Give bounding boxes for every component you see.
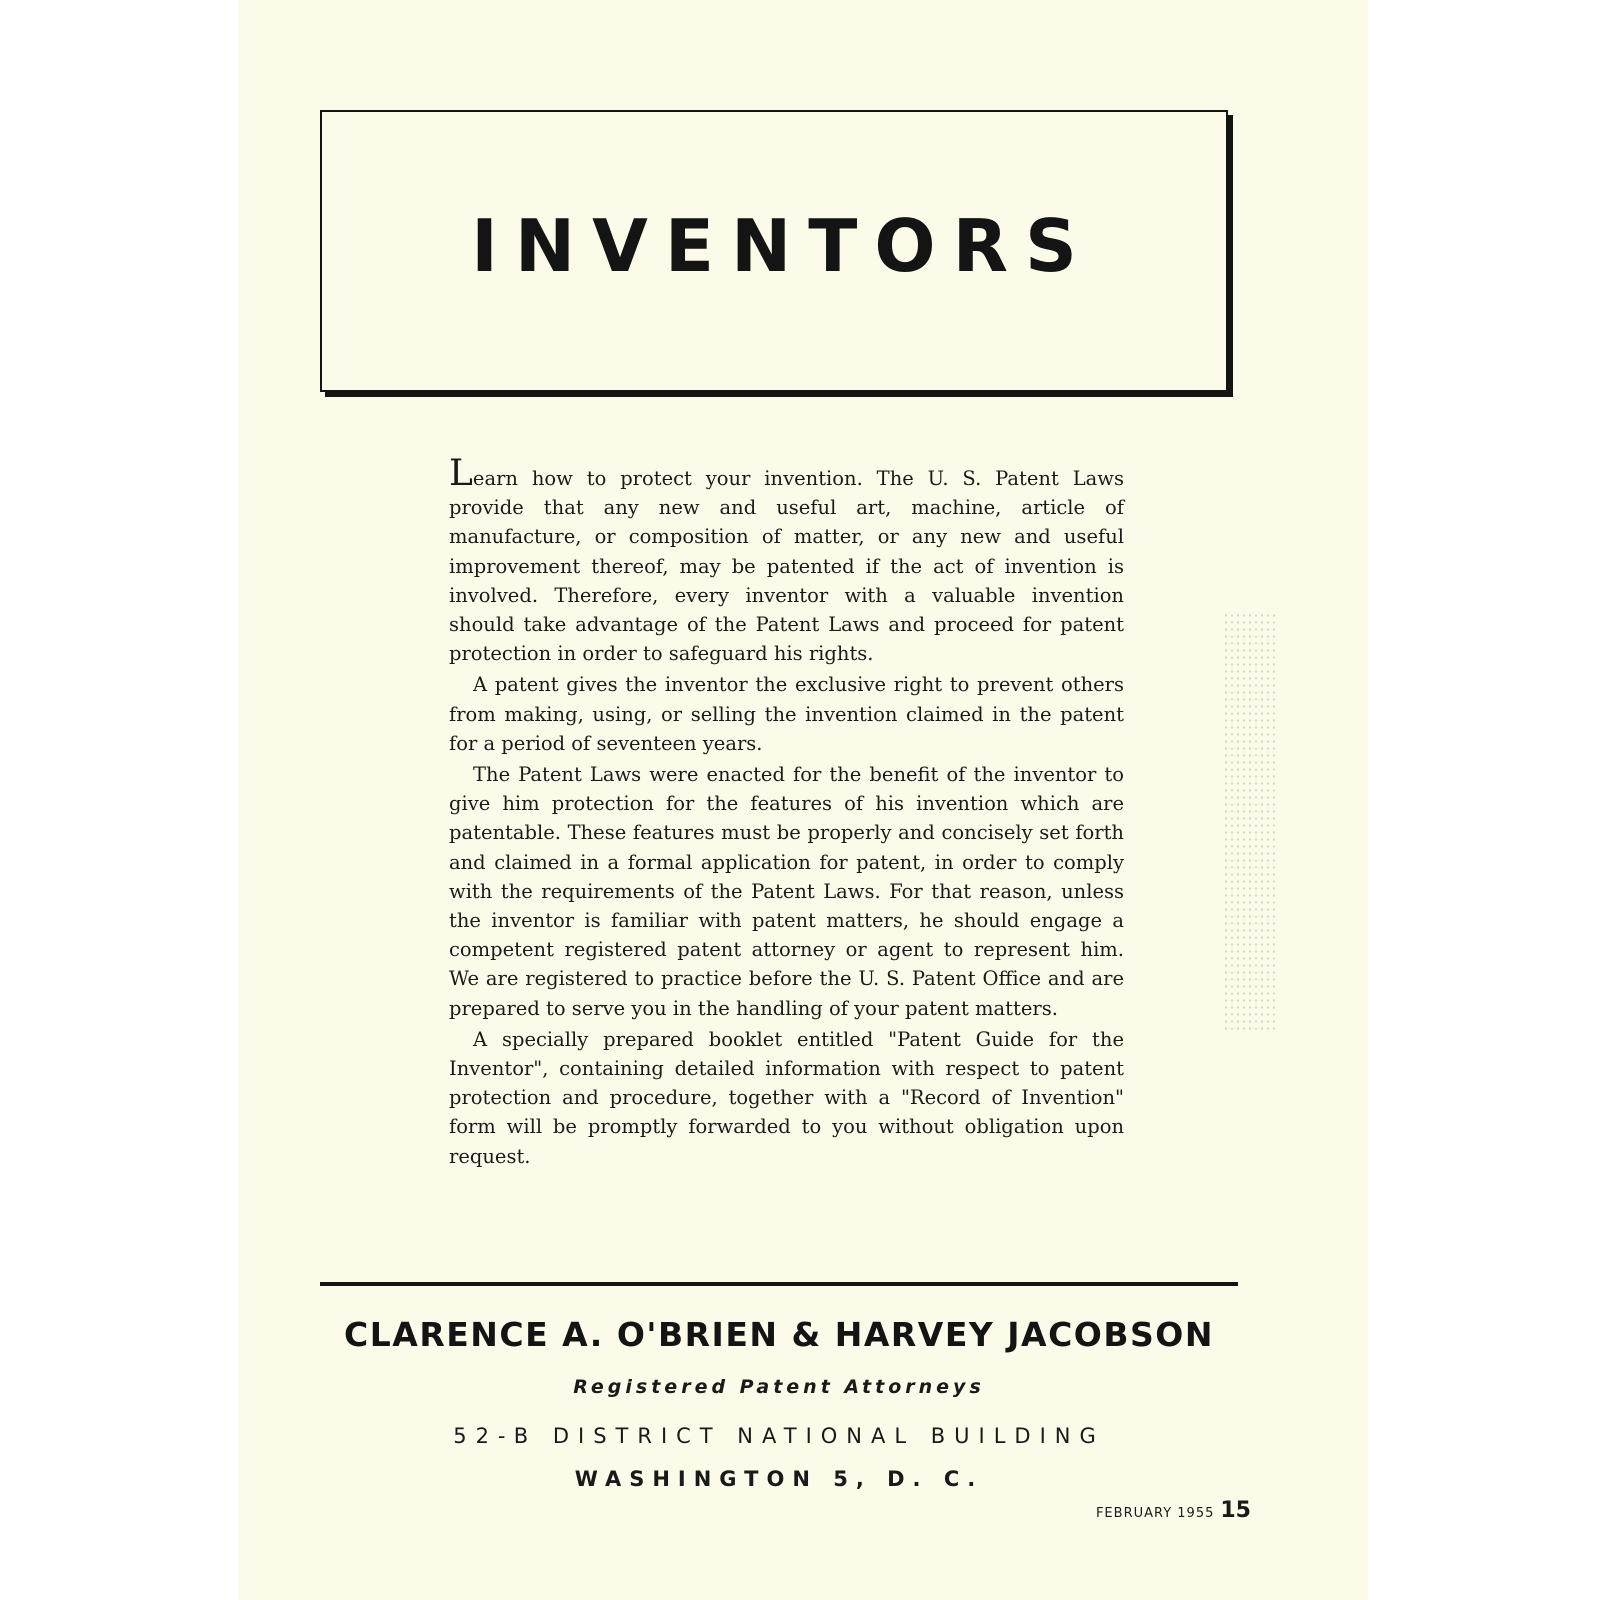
magazine-page — [238, 0, 1368, 1600]
page-number: 15 — [1220, 1498, 1251, 1523]
firm-subtitle: Registered Patent Attorneys — [573, 1376, 985, 1398]
print-bleed-through — [1223, 612, 1278, 1032]
paragraph-1 — [449, 453, 1124, 668]
page-title: INVENTORS — [471, 204, 1094, 288]
page-footer — [1096, 1500, 1251, 1522]
title-box — [320, 110, 1228, 392]
paragraph-2: A patent gives the inventor the exclusive right to prevent others from making, using, or selling the invention claimed in the patent for a period of seventeen years. — [449, 673, 1124, 755]
horizontal-rule — [320, 1282, 1238, 1286]
firm-city: WASHINGTON 5, D. C. — [574, 1467, 984, 1491]
paragraph-3: The Patent Laws were enacted for the benefit of the inventor to give him protection for the features of his invention which are patentable. These features must be properly and concisely set forth and claimed in a formal application for patent, in order to comply with the requirements of the Patent Laws. For that reason, unless the inventor is familiar with patent matters, he should engage a competent registered patent attorney or agent to represent him. We are registered to practice before the U. S. Patent Office and are prepared to serve you in the handling of your patent matters. — [449, 763, 1124, 1020]
body-text — [449, 453, 1124, 1173]
firm-name: CLARENCE A. O'BRIEN & HARVEY JACOBSON — [344, 1315, 1214, 1354]
firm-address: 52-B DISTRICT NATIONAL BUILDING — [453, 1424, 1105, 1448]
paragraph-1-text: earn how to protect your invention. The U. S. Patent Laws provide that any new and useful art, machine, article of manufacture, or composition of matter, or any new and useful improvement thereof, may be patented if the act of invention is involved. Therefore, every inventor with a valuable invention should take advantage of the Patent Laws and proceed for patent protection in order to safeguard his rights. — [449, 467, 1124, 666]
paragraph-4: A specially prepared booklet entitled "Patent Guide for the Inventor", containing detailed information with respect to patent protection and procedure, together with a "Record of Invention" form will be promptly forwarded to you without obligation upon request. — [449, 1027, 1124, 1168]
issue-date: FEBRUARY 1955 — [1095, 1506, 1215, 1521]
drop-cap: L — [449, 453, 473, 494]
